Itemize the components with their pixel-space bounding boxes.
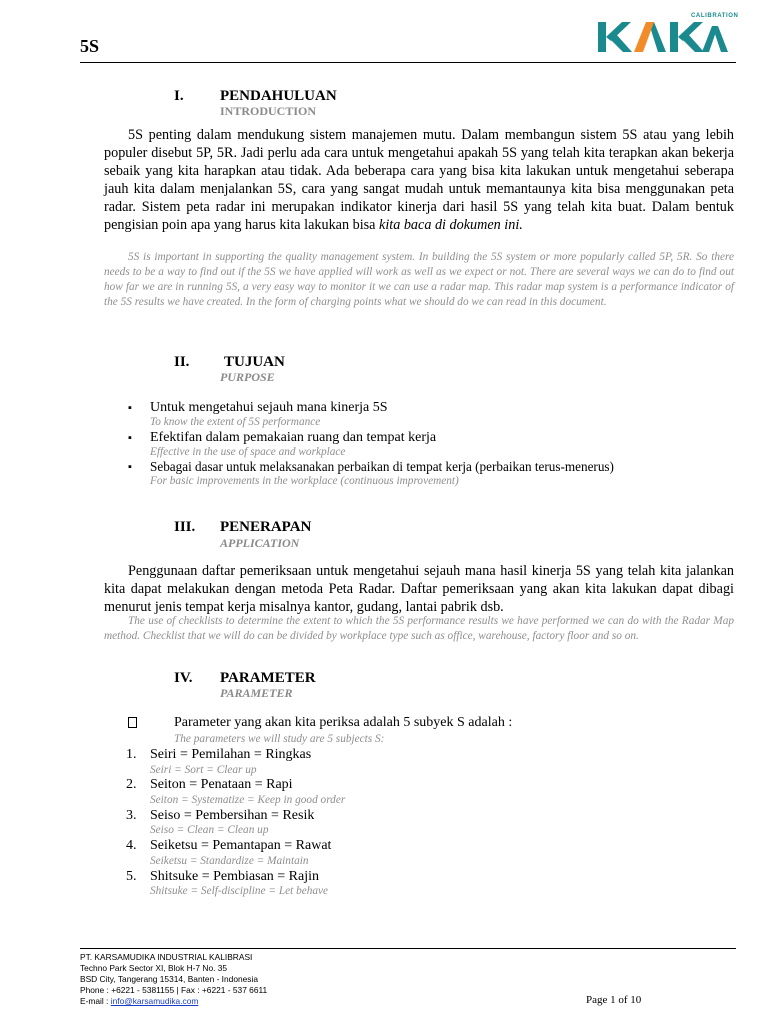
section-title: TUJUAN bbox=[224, 354, 285, 370]
section-number: II. bbox=[174, 354, 190, 370]
purpose-item: Untuk mengetahui sejauh mana kinerja 5S bbox=[150, 400, 388, 415]
parameter-item-translation: Seiri = Sort = Clear up bbox=[150, 764, 257, 776]
parameter-item-translation: Seiton = Systematize = Keep in good order bbox=[150, 794, 346, 806]
page-number: Page 1 of 10 bbox=[586, 994, 642, 1006]
footer-divider bbox=[80, 948, 736, 949]
section-subtitle: PARAMETER bbox=[220, 686, 293, 700]
checkbox-glyph-icon bbox=[128, 717, 137, 728]
purpose-item: Efektifan dalam pemakaian ruang dan tempat kerja bbox=[150, 430, 437, 445]
parameter-number: 2. bbox=[126, 777, 137, 792]
parameter-lead-translation: The parameters we will study are 5 subjects S: bbox=[174, 733, 385, 745]
purpose-item-translation: To know the extent of 5S performance bbox=[150, 416, 321, 428]
footer-company: PT. KARSAMUDIKA INDUSTRIAL KALIBRASI bbox=[80, 952, 253, 962]
footer-address-line: Techno Park Sector XI, Blok H-7 No. 35 bbox=[80, 963, 228, 973]
parameter-number: 1. bbox=[126, 747, 137, 762]
parameter-item: Seiton = Penataan = Rapi bbox=[150, 777, 293, 792]
section-number: IV. bbox=[174, 670, 193, 686]
intro-paragraph-text: 5S penting dalam mendukung sistem manajemen mutu. Dalam membangun sistem 5S atau yang lebih populer disebut 5P, 5R. Jadi perlu ada cara untuk mengetahui apakah 5S yang telah kita terapkan akan bekerja sebaik yang kita harapkan atau tidak. Ada beberapa cara yang bisa kita lakukan untuk mengetahui seberapa jauh kita dalam menjalankan 5S, cara yang sangat mudah untuk memantaunya kita bisa menggunakan peta radar. Sistem peta radar ini merupakan indikator kinerja dari hasil 5S yang telah kita buat. Dalam bentuk pengisian poin apa yang harus kita lakukan bisa bbox=[104, 127, 734, 233]
footer-email-line bbox=[80, 996, 198, 1006]
parameter-item-translation: Shitsuke = Self-discipline = Let behave bbox=[150, 885, 329, 897]
parameter-item: Seiketsu = Pemantapan = Rawat bbox=[150, 838, 332, 853]
bullet-icon: ▪ bbox=[128, 432, 132, 444]
section-number: I. bbox=[174, 88, 184, 104]
intro-paragraph-italic: kita baca di dokumen ini. bbox=[379, 217, 523, 233]
section-title: PENDAHULUAN bbox=[220, 88, 337, 104]
document-code: 5S bbox=[80, 36, 100, 56]
bullet-icon: ▪ bbox=[128, 402, 132, 414]
section-title: PARAMETER bbox=[220, 670, 316, 686]
parameter-number: 4. bbox=[126, 838, 137, 853]
parameter-item-translation: Seiso = Clean = Clean up bbox=[150, 824, 269, 836]
parameter-item: Seiso = Pembersihan = Resik bbox=[150, 808, 315, 823]
parameter-number: 5. bbox=[126, 869, 137, 884]
purpose-item: Sebagai dasar untuk melaksanakan perbaikan di tempat kerja (perbaikan terus-menerus) bbox=[150, 459, 614, 474]
footer-phone: Phone : +6221 - 5381155 | Fax : +6221 - 537 6611 bbox=[80, 985, 268, 995]
section-subtitle: INTRODUCTION bbox=[220, 104, 317, 118]
footer-address-line: BSD City, Tangerang 15314, Banten - Indonesia bbox=[80, 974, 259, 984]
application-translation: The use of checklists to determine the extent to which the 5S performance results we have performed we can do with the Radar Map method. Checklist that we will do can be divided by workplace type such as office, warehouse, factory floor and so on. bbox=[104, 615, 734, 642]
purpose-item-translation: Effective in the use of space and workplace bbox=[150, 446, 346, 458]
section-subtitle: APPLICATION bbox=[220, 536, 300, 550]
parameter-item: Seiri = Pemilahan = Ringkas bbox=[150, 747, 312, 762]
bullet-icon: ▪ bbox=[128, 461, 132, 473]
application-paragraph: Penggunaan daftar pemeriksaan untuk mengetahui sejauh mana hasil kinerja 5S yang telah kita jalankan kita dapat melakukan dengan metoda Peta Radar. Daftar pemeriksaan yang akan kita lakukan dapat dibagi menurut jenis tempat kerja misalnya kantor, gudang, lantai pabrik dsb. bbox=[104, 563, 734, 615]
section-title: PENERAPAN bbox=[220, 519, 312, 535]
header-divider bbox=[80, 62, 736, 63]
section-number: III. bbox=[174, 519, 196, 535]
parameter-lead: Parameter yang akan kita periksa adalah 5 subyek S adalah : bbox=[174, 715, 513, 730]
section-subtitle: PURPOSE bbox=[220, 370, 275, 384]
footer-email-label: E-mail : bbox=[80, 996, 111, 1006]
kaka-calibration-logo bbox=[594, 10, 739, 54]
footer-email-link[interactable]: info@karsamudika.com bbox=[110, 996, 199, 1006]
parameter-number: 3. bbox=[126, 808, 137, 823]
parameter-item-translation: Seiketsu = Standardize = Maintain bbox=[150, 855, 309, 867]
logo-tagline: CALIBRATION bbox=[691, 13, 739, 19]
purpose-item-translation: For basic improvements in the workplace (continuous improvement) bbox=[150, 475, 459, 487]
intro-translation: 5S is important in supporting the quality management system. In building the 5S system or more popularly called 5P, 5R. So there needs to be a way to find out if the 5S we have applied will work as well as we expect or not. There are several ways we can do to find out how far we are in running 5S, a very easy way to monitor it we can use a radar map. This radar map system is a performance indicator of the 5S results we have created. In the form of charging points what we should do we can read in this document. bbox=[104, 251, 734, 308]
intro-paragraph bbox=[104, 126, 734, 234]
parameter-item: Shitsuke = Pembiasan = Rajin bbox=[150, 869, 320, 884]
